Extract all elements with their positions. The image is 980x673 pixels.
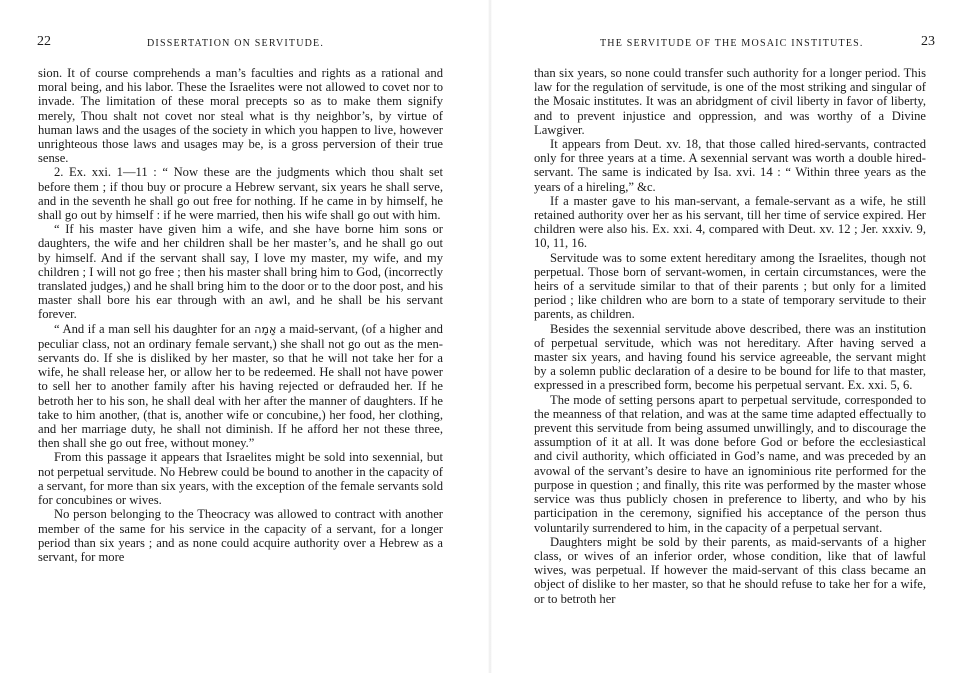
right-page bbox=[490, 0, 980, 673]
right-page-number: 23 bbox=[921, 34, 935, 49]
paragraph: If a master gave to his man-servant, a female-servant as a wife, he still retained authority over her as his servant, till her time of service expired. Her children were also his. Ex. xxi. 4, compared with Deut. xv. 12 ; Jer. xxxiv. 9, 10, 11, 16. bbox=[534, 193, 926, 251]
paragraph: The mode of setting persons apart to perpetual servitude, corresponded to the meanness of that relation, and was at the same time adapted effectually to prevent this servitude from being assumed unwillingly, and to discourage the assumption of it at all. It was done before God or before the ecclesiastical and civil authority, which officiated in God’s name, and was preceded by an avowal of the servant’s desire to have an ignominious rite performed for the purpose in question ; and finally, this rite was performed by the master whose service was thus publicly chosen in preference to liberty, and who by his participation in the ceremony, signified his acceptance of the person thus voluntarily surrendered to him, in the capacity of a perpetual servant. bbox=[534, 392, 926, 535]
paragraph-with-hebrew bbox=[38, 322, 443, 451]
hebrew-word: אָמָה bbox=[254, 322, 277, 336]
paragraph: From this passage it appears that Israelites might be sold into sexennial, but not perpetual servitude. No Hebrew could be bound to another in the capacity of a servant, for more than six years, with the exception of the female servants sold for concubines or wives. bbox=[38, 450, 443, 508]
paragraph: Servitude was to some extent hereditary among the Israelites, though not perpetual. Those born of servant-women, in certain circumstances, were the heirs of a servitude similar to that of their parents ; but only for a limited period ; like children who are born to a state of temporary servitude to their parents, as children. bbox=[534, 250, 926, 322]
right-running-head: THE SERVITUDE OF THE MOSAIC INSTITUTES. bbox=[600, 38, 864, 49]
left-running-head: DISSERTATION ON SERVITUDE. bbox=[147, 38, 325, 49]
paragraph: No person belonging to the Theocracy was allowed to contract with another member of the same for his service in the capacity of a servant, for a longer period than six years ; and as none could acquire authority over a Hebrew as a servant, for more bbox=[38, 507, 443, 564]
paragraph: than six years, so none could transfer such authority for a longer period. This law for the regulation of servitude, is one of the most striking and singular of the Mosaic institutes. It was an abridgment of civil liberty in favor of liberty, and to prevent injustice and oppression, and was worthy of a Divine Lawgiver. bbox=[534, 66, 926, 137]
paragraph: “ If his master have given him a wife, and she have borne him sons or daughters, the wife and her children shall be her master’s, and he shall go out by himself. And if the servant shall say, I love my master, my wife, and my children ; I will not go free ; then his master shall bring him to God, (incorrectly translated judges,) and he shall bring him to the door or to the door post, and his master shall bore his ear through with an awl, and he shall be his servant forever. bbox=[38, 222, 443, 322]
paragraph-text: a maid-servant, (of a higher and peculiar class, not an ordinary female servant,) she shall not go out as the men-servants do. If she is disliked by her master, so that he will not take her for a wife, he shall release her, or allow her to be redeemed. He shall not have power to sell her to another family after his having rejected or defrauded her. If he betroth her to his son, he shall deal with her after the manner of daughters. If he take to him another, (that is, another wife or concubine,) her food, her clothing, and her marriage duty, he shall not diminish. If he afford her not these three, then shall she go out free, without money.” bbox=[38, 321, 443, 451]
left-page-number: 22 bbox=[37, 34, 51, 49]
left-page-body bbox=[38, 66, 443, 564]
paragraph: 2. Ex. xxi. 1—11 : “ Now these are the judgments which thou shalt set before them ; if thou buy or procure a Hebrew servant, six years he shall serve, and in the seventh he shall go out free for nothing. If he came in by himself, he shall go out by himself : if he were married, then his wife shall go out with him. bbox=[38, 165, 443, 223]
paragraph: Daughters might be sold by their parents, as maid-servants of a higher class, or wives of an inferior order, whose condition, like that of lawful wives, was perpetual. If however the maid-servant of this class became an object of dislike to her master, so that he should refuse to take her for a wife, or to betroth her bbox=[534, 534, 926, 606]
right-page-body bbox=[534, 66, 926, 606]
paragraph: sion. It of course comprehends a man’s faculties and rights as a rational and moral being, and his labor. These the Israelites were not allowed to covet nor to invade. The limitation of these moral precepts so as to make them signify merely, Thou shalt not covet nor steal what is thy neighbor’s, by virtue of human laws and the usages of the society in which you happen to live, however unrighteous those laws and usages may be, is a gross perversion of their true sense. bbox=[38, 66, 443, 166]
paragraph: It appears from Deut. xv. 18, that those called hired-servants, contracted only for three years at a time. A sexennial servant was worth a double hired-servant. The same is indicated by Isa. xvi. 14 : “ Within three years as the years of a hireling,” &c. bbox=[534, 137, 926, 194]
paragraph: Besides the sexennial servitude above described, there was an institution of perpetual servitude, which was not hereditary. After having served a master six years, and having found his service agreeable, the servant might by a solemn public declaration of a desire to be bound for life to that master, expressed in a prescribed form, become his perpetual servant. Ex. xxi. 5, 6. bbox=[534, 321, 926, 393]
paragraph-text: “ And if a man sell his daughter for an bbox=[54, 321, 251, 336]
